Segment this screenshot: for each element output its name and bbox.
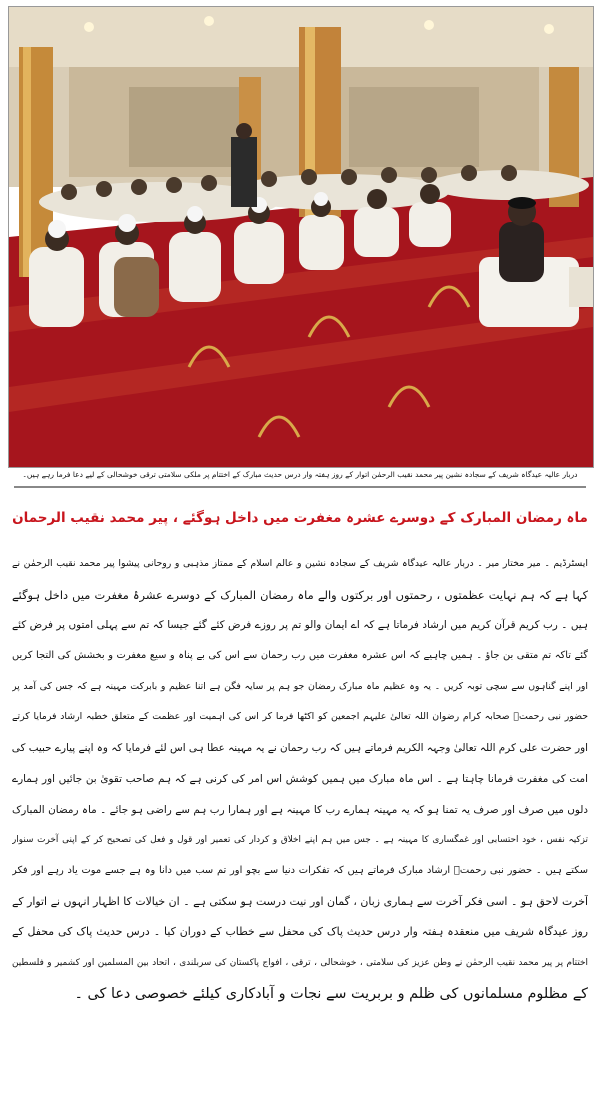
article-line: ایسٹرڈیم ۔ میر مختار میر ۔ دربار عالیہ عیدگاہ شریف کے سجادہ نشین و عالم اسلام کے ممتاز مذہبی و روحانی پیشوا پیر محمد نقیب الرحمٰن نے — [12, 558, 588, 569]
article-line: کہا ہے کہ ہم نہایت عظمتوں ، رحمتوں اور برکتوں والے ماہ رمضان المبارک کے دوسرے عشرۂ مغفرت میں داخل ہوگئے — [12, 587, 588, 602]
article-line: آخرت لاحق ہو ۔ اسی فکر آخرت سے ہماری زبان ، گمان اور نیت درست ہو سکتی ہے ۔ ان خیالات کا اظہار انہوں نے اتوار کے — [12, 894, 588, 908]
article-line: تزکیہ نفس ، خود احتسابی اور غمگساری کا مہینہ ہے ۔ جس میں ہم اپنے اخلاق و کردار کی تعمیر اور قول و فعل کی تصحیح کر کے اپنی آخرت سنوار — [12, 835, 588, 846]
photo-caption: دربار عالیہ عیدگاہ شریف کے سجادہ نشین پیر محمد نقیب الرحمٰن اتوار کے روز ہفتہ وار درس حدیث مبارک کے اختتام پر ملکی سلامتی ترقی خوشحالی کے لیے دعا فرما رہے ہیں۔ — [22, 470, 578, 479]
gathering-photo — [8, 6, 594, 468]
article-line: ہیں ۔ رب کریم قرآن کریم میں ارشاد فرماتا ہے کہ اے ایمان والو تم پر روزے فرض کئے گئے جیسا کہ تم سے پہلی امتوں پر فرض کئے — [12, 619, 588, 632]
article-line: سکتے ہیں ۔ حضور نبی رحمتؐ ارشاد مبارک فرماتے ہیں کہ تفکرات دنیا سے بچو اور تم سب میں دانا وہ ہے جسے موت یاد رہے اور فکر — [12, 864, 588, 876]
divider — [14, 486, 586, 488]
article-line: اور حضرت علی کرم اللہ تعالیٰ وجہہ الکریم فرماتے ہیں کہ رب رحمان نے یہ مہینہ عطا ہی اس لئے فرمایا کہ وہ اپنے پیارے حبیب کی — [12, 742, 588, 755]
article-line: امت کی مغفرت فرمانا چاہتا ہے ۔ اس ماہ مبارک میں ہمیں کوشش اس امر کی کرنی ہے کہ ہم صاحب تقویٰ بن جائیں اور ہمارے — [12, 772, 588, 785]
article-line: گئے تاکہ تم متقی بن جاؤ ۔ ہمیں چاہیے کہ اس عشرہ مغفرت میں رب رحمان سے اس کی بے پناہ و سیع مغفرت و بخشش کی التجا کریں — [12, 650, 588, 662]
article-line: حضور نبی رحمتؐ صحابہ کرام رضوان اللہ تعالیٰ علیہم اجمعین کو اکٹھا فرما کر اس کی اہمیت اور عظمت کے متعلق خطبہ ارشاد فرمایا کرتے — [12, 711, 588, 723]
article-line: اختتام پر پیر محمد نقیب الرحمٰن نے وطن عزیز کی سلامتی ، خوشحالی ، ترقی ، افواج پاکستان کی سربلندی ، اتحاد بین المسلمین اور کشمیر و فلسطین — [12, 957, 588, 968]
article-line: اور اپنے گناہوں سے سچی توبہ کریں ۔ یہ وہ عظیم ماہ مبارک رمضان جو ہم پر سایہ فگن ہے اتنا عظیم و بابرکت مہینہ ہے کہ جس کی آمد پر — [12, 680, 588, 692]
headline: ماہ رمضان المبارک کے دوسرے عشرہ مغفرت میں داخل ہوگئے ، پیر محمد نقیب الرحمان — [12, 510, 588, 526]
article-body — [12, 549, 588, 1101]
article-line: کے مظلوم مسلمانوں کی ظلم و بربریت سے نجات و آبادکاری کیلئے خصوصی دعا کی ۔ — [74, 985, 588, 1002]
article-line: روز عیدگاہ شریف میں منعقدہ ہفتہ وار درس حدیث پاک کی محفل سے خطاب کے دوران کیا ۔ درس حدیث پاک کی محفل کے — [12, 925, 588, 939]
article-line: دلوں میں صرف اور صرف یہ تمنا ہو کہ یہ مہینہ ہمارے رب کا مہینہ ہے اور ہمارا رب ہم سے راضی ہو جائے ۔ ماہ رمضان المبارک — [12, 803, 588, 816]
